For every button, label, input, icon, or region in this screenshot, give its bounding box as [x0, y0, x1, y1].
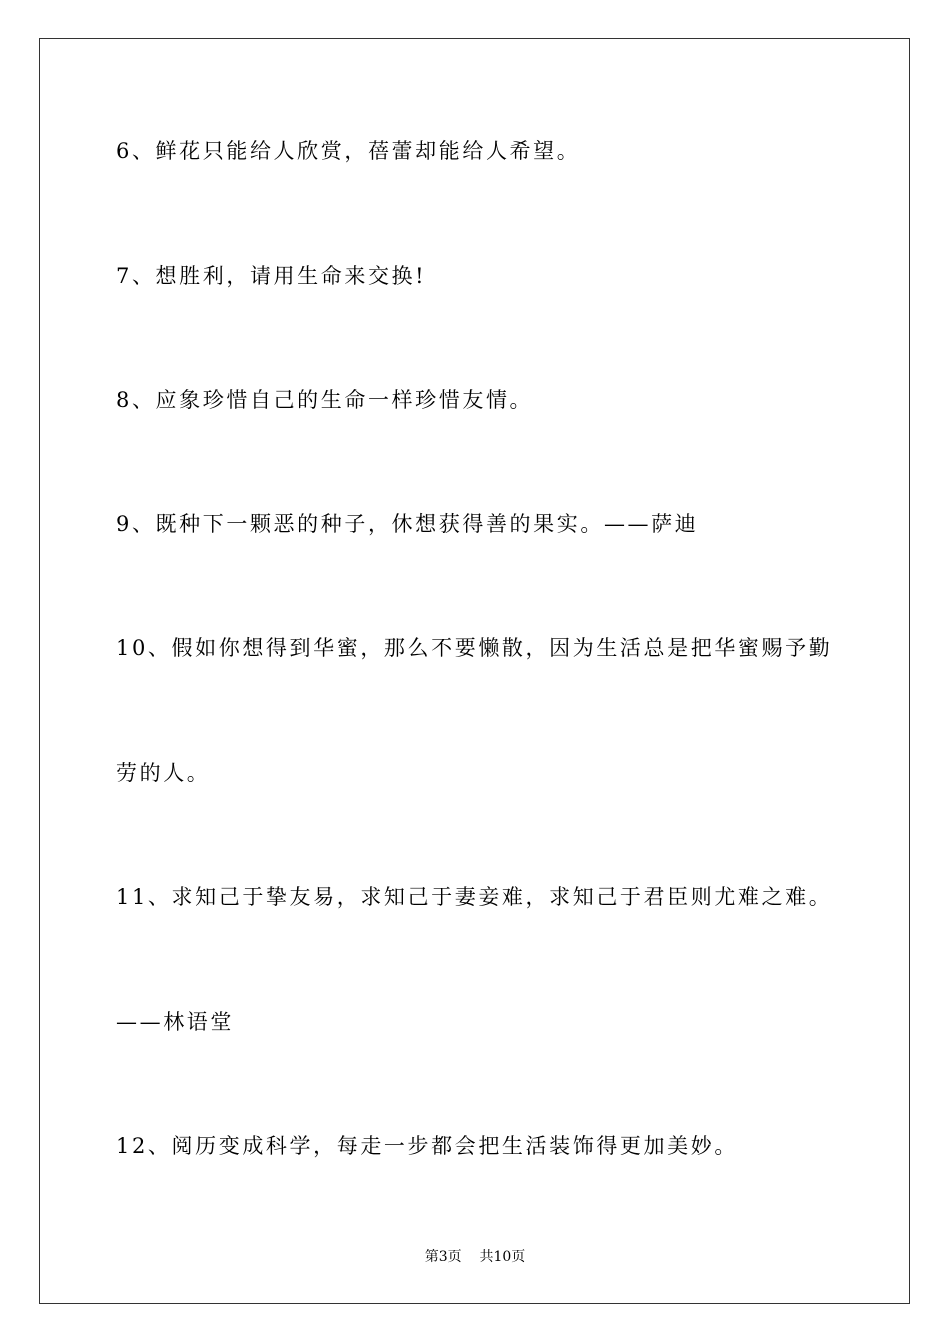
text-line-quote-11: 11、求知己于挚友易，求知己于妻妾难，求知己于君臣则尤难之难。: [116, 885, 833, 909]
text-line-quote-10: 10、假如你想得到华蜜，那么不要懒散，因为生活总是把华蜜赐予勤: [116, 636, 833, 660]
text-line-quote-8: 8、应象珍惜自己的生命一样珍惜友情。: [116, 388, 534, 412]
text-line-quote-12: 12、阅历变成科学，每走一步都会把生活装饰得更加美妙。: [116, 1134, 738, 1158]
text-line-quote-11-attribution: ——林语堂: [116, 1010, 234, 1034]
text-line-quote-9: 9、既种下一颗恶的种子，休想获得善的果实。——萨迪: [116, 512, 699, 536]
text-line-quote-7: 7、想胜利，请用生命来交换!: [116, 264, 427, 288]
text-line-quote-6: 6、鲜花只能给人欣赏，蓓蕾却能给人希望。: [116, 139, 581, 163]
page-frame: [39, 38, 910, 1304]
text-line-quote-10-continued: 劳的人。: [116, 761, 211, 785]
page-number-footer: 第3页 共10页: [424, 1249, 526, 1265]
